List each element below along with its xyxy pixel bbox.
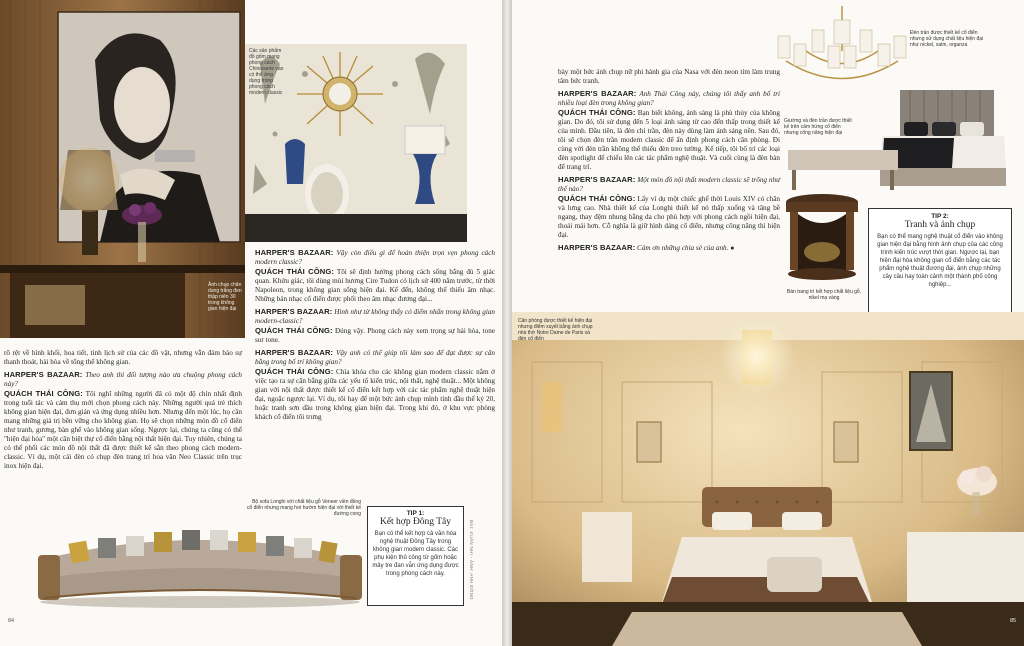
right-page: [512, 0, 1024, 646]
paragraph: bày một bức ảnh chụp nữ phi hành gia của Nasa với đèn neon tím làm trung tâm bức tranh.: [558, 68, 780, 85]
speaker-label: QUÁCH THÁI CÔNG:: [255, 367, 334, 376]
tip-1-box: [367, 506, 464, 606]
bed-photo: [784, 88, 1010, 194]
end-mark-icon: ●: [730, 244, 735, 252]
speaker-label: HARPER'S BAZAAR:: [558, 243, 636, 252]
tip-2-box: [868, 208, 1012, 326]
tip-body: Bạn có thể mang nghệ thuật cổ điển vào không gian hiện đại bằng hình ảnh chụp của các công trình kiến trúc vượt thời gian. Ngược lại, bạn hiện đại hóa không gian cổ điển bằng các tác phẩm nghệ thuật đương đại, ảnh chụp những cây cầu hay toàn cảnh một thành phố công nghiệp...: [877, 234, 1003, 288]
portrait-caption: Ảnh chụp chân dung trắng đen thập niên 30 trong không gian hiện đại: [208, 282, 242, 312]
page-number: 84: [8, 618, 15, 624]
speaker-label: QUÁCH THÁI CÔNG:: [255, 267, 334, 276]
bed-caption: Giường và đèn trần được thiết kế trên cảm hứng cổ điển nhưng công năng hiện đại: [784, 118, 852, 136]
sofa-caption: Bộ sofa Longhi với chất liệu gỗ Veneer viền đồng cổ điển nhưng mang hơi hướm hiện đại với thiết kế đường cong: [246, 499, 361, 517]
speaker-label: HARPER'S BAZAAR:: [255, 307, 333, 316]
photo-credit: BÀI: XUÂN NHI - ẢNH: ANH ĐÔNG: [469, 520, 474, 600]
right-column-a: [558, 68, 780, 253]
question-text: Vậy anh có thể giúp tôi làm sao để đạt được sự cân bằng trong bố trí không gian?: [255, 349, 496, 366]
speaker-label: HARPER'S BAZAAR:: [255, 248, 334, 257]
question-text: Hình như từ không thấy có điểm nhấn trong không gian modern-classic?: [255, 308, 496, 325]
speaker-label: HARPER'S BAZAAR:: [255, 348, 334, 357]
left-column-b: [255, 248, 495, 422]
speaker-label: HARPER'S BAZAAR:: [4, 370, 83, 379]
question-text: Cảm ơn những chia sẻ của anh.: [637, 244, 729, 252]
gutter: [502, 0, 512, 646]
speaker-label: QUÁCH THÁI CÔNG:: [4, 389, 83, 398]
answer-text: Tôi nghĩ những người đã có một độ chín nhất định trong tuổi tác và cảm thụ mới chọn phong cách này. Những người quá trẻ thích không gian hiện đại, đơn giản và ứng dụng nhiều hơn. Nhưng đến một lúc, họ cần mang những giá trị bền vững cho không gian. Họ sẽ chọn những món đồ cổ điển như tranh, gương, bàn ghế vào không gian sống. Ngược lại, chúng ta cũng có thể "hiện đại hóa" một căn biệt thự cổ điển bằng nội thất hiện đại. Tuy nhiên, chúng ta có thể phối các món đồ nội thất đã được thiết kế sẵn theo phong cách modern-classic. Ví dụ, một cái đèn có chụp đèn trang trí hoa văn Neo Classic trên trục inox hiện đại.: [4, 390, 242, 470]
sofa-photo: [30, 520, 370, 610]
answer-text: Lấy ví dụ một chiếc ghế thời Louis XIV có chân và lưng cao. Nhà thiết kế của Longhi thiết kế nó thấp xuống và tăng bề ngang, thay đệm nhung bằng da cho phù hợp với phong cách ngồi hiện đại, thoải mái hơn. Cỗ nghĩa là giữ hình dáng cổ điển, nhưng công năng thì hiện đại.: [558, 195, 781, 239]
question-text: Anh Thái Công này, chúng tôi thấy anh bố trí nhiều loại đèn trong không gian?: [558, 90, 781, 107]
chinoiserie-caption: Các sản phẩm đồ gốm mang phong cách Chinoiserie vào có thể ứng dụng trong phong cách modern classic: [249, 48, 284, 96]
speaker-label: HARPER'S BAZAAR:: [558, 89, 637, 98]
chandelier-caption: Đèn trần được thiết kế cổ điển nhưng sử dụng chất liệu hiện đại như nickel, satin, organza: [910, 30, 984, 48]
question-text: Theo anh thì đối tượng nào ưa chuộng phong cách này?: [4, 371, 243, 388]
question-text: Vậy còn điều gì để hoàn thiện trọn vẹn phong cách modern classic?: [255, 249, 496, 266]
left-column-a: [4, 349, 242, 471]
answer-text: Tôi sẽ định hướng phong cách sống bằng đủ 5 giác quan. Khứu giác, tôi dùng mùi hương Cire Tudon có lịch sử 400 năm trước, từ thời Napoleon, trong không gian sống hiện đại. Kế đến, không thể thiếu âm nhạc. Những bản nhạc cổ điển được phối theo âm nhạc đương đại...: [255, 268, 495, 303]
bedroom-photo: [512, 312, 1024, 646]
chandelier-photo: [776, 6, 908, 96]
answer-text: Chìa khóa cho các không gian modern classic nằm ở việc tạo ra sự cân bằng giữa các yếu tố kiến trúc, nội thất, nghệ thuật... Một không gian với nội thất được thiết kế cổ điển kết hợp với các tác phẩm nghệ thuật hiện đại, ngoặc ngược lại. Ví dụ, tôi hay để một bức ảnh chụp mình tỉnh đầu thế kỷ 20, hoặc tranh sơn dầu trong không gian hiện đại. Trong khi đó, ở khu vực phòng khách cổ điển tôi trưng: [255, 368, 495, 421]
page-number: 85: [1010, 618, 1017, 624]
answer-text: Bạn biết không, ánh sáng là phù thủy của không gian. Do đó, tôi sử dụng đến 5 loại ánh sáng từ cao đến thấp trong thiết kế của mình. Đầu tiên, là đèn chì trần, đèn này dùng làm ánh sáng nền. Sau đó, tôi sẽ chọn đèn trần modern classic để ẩn định phong cách căn phòng. Đi cùng với đèn trần không thể thiếu đèn treo tường. Kế tiếp, tôi bố trí các loại đèn spotlight để chiếu lên các tác phẩm nghệ thuật. Và cuối cùng là đèn bàn để trang trí.: [558, 109, 780, 171]
tip-body: Bạn có thể kết hợp cả văn hóa nghệ thuật Đông Tây trong không gian modern classic. Các phụ kiện thủ công từ gốm hoặc mây tre đan vẫn ứng dụng được trong phong cách này.: [372, 531, 459, 577]
side-table-photo: [782, 192, 862, 284]
tip-label: TIP 1:: [406, 510, 425, 517]
speaker-label: QUÁCH THÁI CÔNG:: [255, 326, 333, 335]
question-text: Một món đồ nội thất modern classic sẽ trông như thế nào?: [558, 176, 781, 193]
speaker-label: HARPER'S BAZAAR:: [558, 175, 636, 184]
speaker-label: QUÁCH THÁI CÔNG:: [558, 194, 636, 203]
speaker-label: QUÁCH THÁI CÔNG:: [558, 108, 636, 117]
side-table-caption: Bàn trang trí kết hợp chất liệu gỗ, nikel mạ vàng: [786, 289, 862, 301]
tip-label: TIP 2:: [931, 213, 949, 220]
answer-text: Đúng vậy. Phong cách này xem trọng sự hài hòa, tone sur tone.: [255, 327, 495, 344]
tip-title: Tranh và ảnh chụp: [904, 220, 976, 230]
bedroom-caption: Căn phòng được thiết kế hiện đại nhưng điểm xuyết bằng ảnh chụp nhà thờ Notre Dame de Paris và đèn cổ điển: [518, 318, 593, 342]
paragraph: rõ rệt về hình khối, hoa tiết, tinh lịch sử của các đồ vật, nhưng vẫn đảm bảo sự thanh thoát, hài hòa về tổng thể không gian.: [4, 349, 242, 366]
tip-title: Kết hợp Đông Tây: [379, 517, 452, 527]
left-page: [0, 0, 502, 646]
